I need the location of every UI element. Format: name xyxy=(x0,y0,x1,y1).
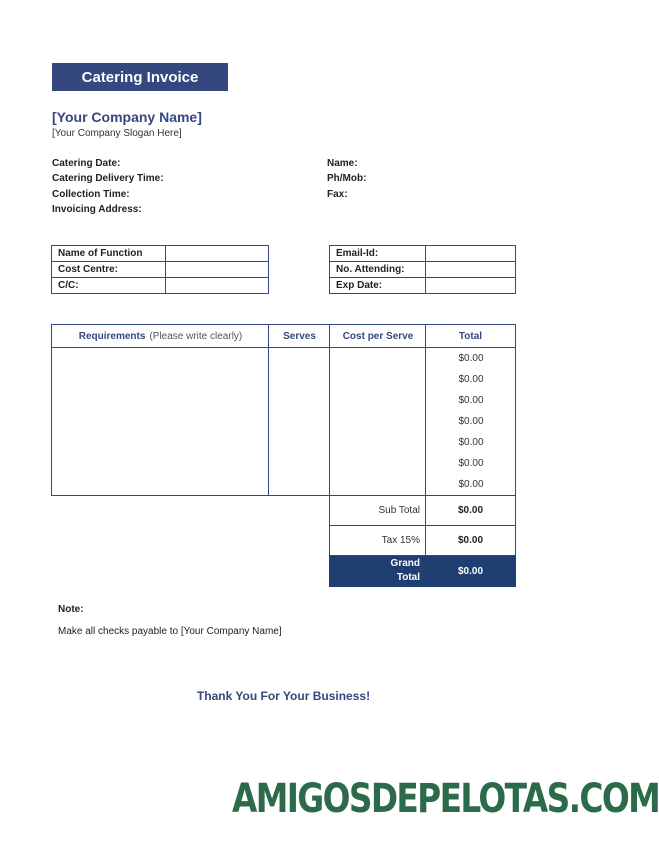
email-label: Email-Id: xyxy=(330,246,426,262)
table-row xyxy=(52,246,269,262)
fax-label: Fax: xyxy=(327,189,348,200)
invoice-title: Catering Invoice xyxy=(52,63,228,91)
grand-total-row xyxy=(329,556,516,587)
requirements-header-label: Requirements xyxy=(78,330,146,342)
cost-centre-label: Cost Centre: xyxy=(52,262,166,278)
function-info-table xyxy=(51,245,269,294)
serves-header: Serves xyxy=(269,325,330,348)
tax-label: Tax 15% xyxy=(330,526,426,555)
company-name: [Your Company Name] xyxy=(52,109,202,125)
grand-total-label-line2: Total xyxy=(396,572,420,583)
collection-time-label: Collection Time: xyxy=(52,189,130,200)
email-field[interactable] xyxy=(426,246,516,262)
table-row xyxy=(330,262,516,278)
attending-field[interactable] xyxy=(426,262,516,278)
column-divider xyxy=(329,325,330,495)
table-row xyxy=(52,262,269,278)
cost-per-serve-header: Cost per Serve xyxy=(330,325,426,348)
note-label: Note: xyxy=(58,604,84,615)
row-total: $0.00 xyxy=(458,353,484,364)
catering-date-label: Catering Date: xyxy=(52,158,121,169)
note-text: Make all checks payable to [Your Company Name] xyxy=(58,626,282,637)
grand-total-value: $0.00 xyxy=(457,565,484,577)
exp-date-label: Exp Date: xyxy=(330,278,426,294)
invoicing-address-label: Invoicing Address: xyxy=(52,204,142,215)
requirements-header-note: (Please write clearly) xyxy=(149,330,243,342)
delivery-time-label: Catering Delivery Time: xyxy=(52,173,164,184)
subtotal-value: $0.00 xyxy=(457,505,484,516)
attending-label: No. Attending: xyxy=(330,262,426,278)
row-total: $0.00 xyxy=(458,416,484,427)
row-total: $0.00 xyxy=(458,479,484,490)
tax-row xyxy=(329,526,516,556)
row-total: $0.00 xyxy=(458,437,484,448)
function-name-label: Name of Function xyxy=(52,246,166,262)
watermark: AMIGOSDEPELOTAS.COM xyxy=(232,776,659,822)
company-slogan: [Your Company Slogan Here] xyxy=(52,128,182,139)
grand-total-label-line1: Grand xyxy=(390,558,420,569)
phone-label: Ph/Mob: xyxy=(327,173,367,184)
row-totals xyxy=(426,348,516,495)
table-row xyxy=(330,246,516,262)
row-total: $0.00 xyxy=(458,374,484,385)
contact-info-table xyxy=(329,245,516,294)
row-total: $0.00 xyxy=(458,395,484,406)
cc-field[interactable] xyxy=(166,278,269,294)
exp-date-field[interactable] xyxy=(426,278,516,294)
name-label: Name: xyxy=(327,158,358,169)
cc-label: C/C: xyxy=(52,278,166,294)
items-table xyxy=(51,324,516,496)
grand-total-label xyxy=(330,556,426,586)
column-divider xyxy=(268,325,269,495)
table-row xyxy=(52,278,269,294)
table-row xyxy=(330,278,516,294)
row-total: $0.00 xyxy=(458,458,484,469)
subtotal-row xyxy=(329,496,516,526)
subtotal-label: Sub Total xyxy=(330,496,426,525)
cost-centre-field[interactable] xyxy=(166,262,269,278)
thank-you-message: Thank You For Your Business! xyxy=(196,689,371,703)
requirements-header xyxy=(52,325,269,348)
total-header: Total xyxy=(426,325,515,348)
function-name-field[interactable] xyxy=(166,246,269,262)
tax-value: $0.00 xyxy=(457,535,484,546)
